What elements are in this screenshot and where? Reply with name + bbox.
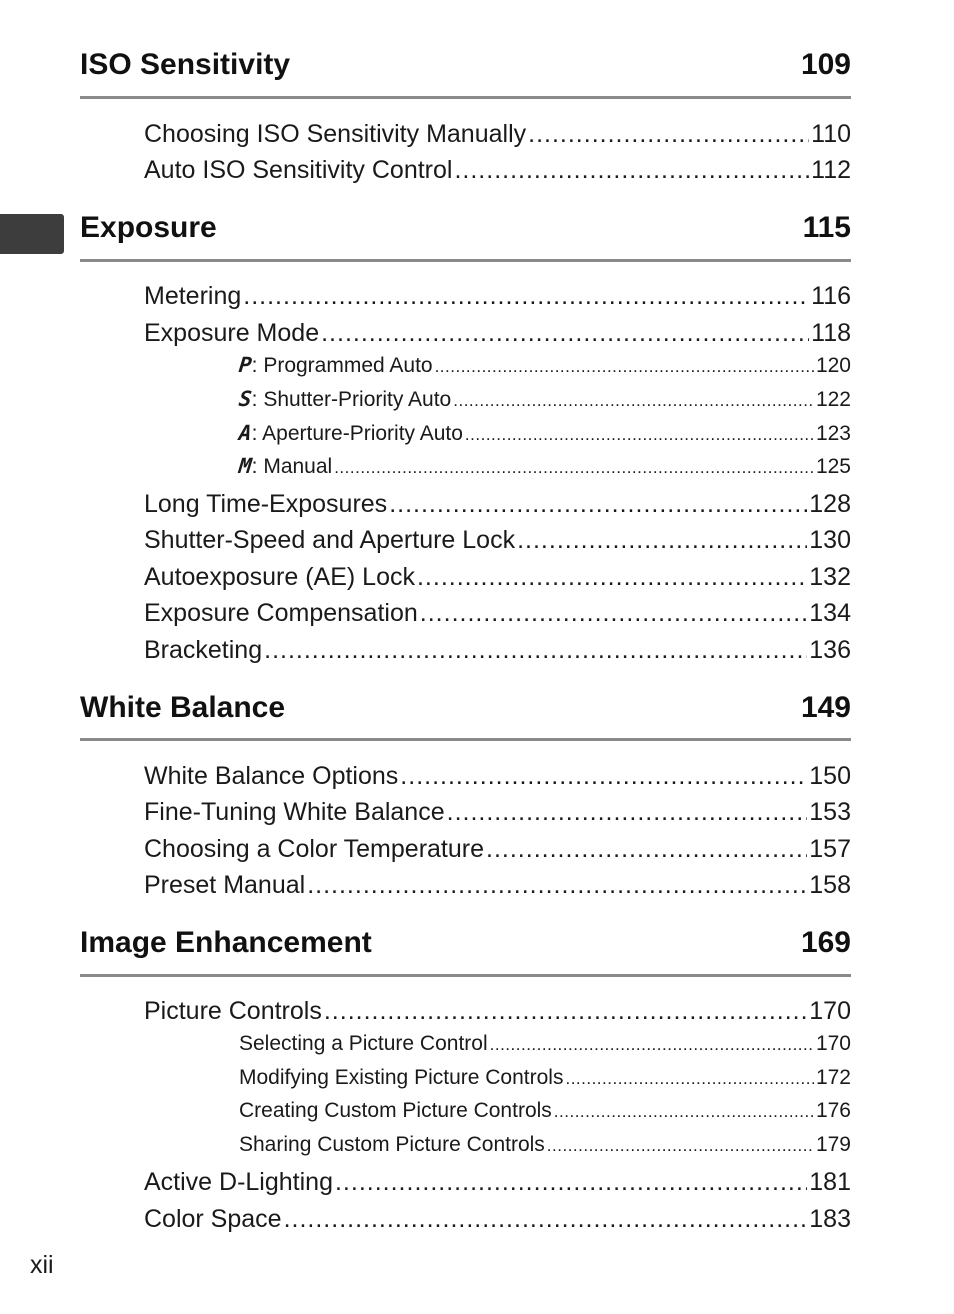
entry-page: 183: [809, 1205, 851, 1233]
dot-leader: [490, 1035, 814, 1055]
toc-entry[interactable]: [144, 120, 851, 149]
entry-page: 120: [815, 354, 851, 377]
entry-page: 112: [811, 156, 851, 184]
toc-subentry-mode-s[interactable]: [239, 387, 851, 412]
toc-entry[interactable]: [144, 835, 851, 864]
entry-title: Fine-Tuning White Balance: [144, 798, 445, 826]
toc-subentry[interactable]: [239, 1099, 851, 1123]
entry-page: 150: [809, 762, 851, 790]
entry-title: M: Manual: [237, 454, 333, 478]
entry-page: 130: [809, 526, 851, 554]
dot-leader: [417, 563, 807, 592]
entry-title: A: Aperture-Priority Auto: [237, 421, 463, 445]
toc-entry[interactable]: [144, 490, 851, 519]
entry-title: Modifying Existing Picture Controls: [239, 1066, 564, 1089]
dot-leader: [547, 1136, 814, 1156]
entry-title: Color Space: [144, 1205, 282, 1233]
toc-entry[interactable]: [144, 762, 851, 791]
entry-title: Preset Manual: [144, 871, 306, 899]
toc-entry[interactable]: [144, 282, 851, 311]
entry-title: Creating Custom Picture Controls: [239, 1099, 552, 1122]
entry-title: Choosing ISO Sensitivity Manually: [144, 120, 527, 148]
toc-entry[interactable]: [144, 599, 851, 628]
dot-leader: [420, 599, 808, 628]
entry-page: 123: [815, 422, 851, 445]
dot-leader: [324, 997, 807, 1026]
section-title: ISO Sensitivity: [80, 48, 291, 81]
dot-leader: [284, 1205, 808, 1234]
dot-leader: [389, 490, 807, 519]
toc-entry[interactable]: [144, 526, 851, 555]
section-heading-image-enhancement[interactable]: [80, 926, 851, 960]
entry-title: White Balance Options: [144, 762, 399, 790]
section-page: 115: [802, 211, 851, 244]
entry-page: 128: [809, 490, 851, 518]
entry-page: 116: [811, 282, 851, 310]
mode-p-icon: P: [237, 353, 253, 377]
entry-page: 125: [815, 455, 851, 478]
toc-entry[interactable]: [144, 319, 851, 348]
entry-title: P: Programmed Auto: [237, 353, 433, 377]
dot-leader: [264, 636, 807, 665]
section-title: White Balance: [80, 691, 286, 724]
entry-page: 170: [809, 997, 851, 1025]
dot-leader: [400, 762, 807, 791]
section-page: 169: [800, 926, 851, 959]
dot-leader: [335, 1168, 807, 1197]
toc-entry[interactable]: [144, 798, 851, 827]
entry-page: 110: [811, 120, 851, 148]
dot-leader: [517, 526, 807, 555]
toc-subentry[interactable]: [239, 1032, 851, 1056]
dot-leader: [486, 835, 807, 864]
entry-title: Active D-Lighting: [144, 1168, 333, 1196]
entry-title: Exposure Mode: [144, 319, 320, 347]
section-divider: [80, 974, 851, 977]
entry-title: Picture Controls: [144, 997, 322, 1025]
entry-page: 132: [809, 563, 851, 591]
entry-title: Shutter-Speed and Aperture Lock: [144, 526, 516, 554]
dot-leader: [307, 871, 807, 900]
entry-title: Choosing a Color Temperature: [144, 835, 485, 863]
entry-page: 153: [809, 798, 851, 826]
section-heading-white-balance[interactable]: [80, 691, 851, 725]
section-title: Image Enhancement: [80, 926, 372, 959]
dot-leader: [565, 1069, 813, 1089]
entry-title: Sharing Custom Picture Controls: [239, 1133, 545, 1156]
dot-leader: [447, 798, 808, 827]
toc-subentry[interactable]: [239, 1066, 851, 1090]
page-number: xii: [30, 1251, 54, 1279]
toc-entry[interactable]: [144, 1205, 851, 1234]
entry-title: Long Time-Exposures: [144, 490, 388, 518]
entry-title: Bracketing: [144, 636, 263, 664]
toc-subentry-mode-a[interactable]: [239, 421, 851, 446]
entry-page: 179: [815, 1133, 851, 1156]
toc-entry[interactable]: [144, 871, 851, 900]
dot-leader: [454, 156, 809, 185]
entry-page: 136: [809, 636, 851, 664]
section-page: 149: [800, 691, 851, 724]
dot-leader: [321, 319, 809, 348]
entry-title: S: Shutter-Priority Auto: [237, 387, 452, 411]
toc-subentry-mode-p[interactable]: [239, 353, 851, 378]
entry-title: Exposure Compensation: [144, 599, 418, 627]
entry-page: 118: [811, 319, 851, 347]
section-divider: [80, 96, 851, 99]
chapter-thumb-tab: [0, 214, 64, 254]
entry-page: 122: [815, 388, 851, 411]
entry-page: 158: [809, 871, 851, 899]
section-divider: [80, 738, 851, 741]
toc-entry[interactable]: [144, 997, 851, 1026]
dot-leader: [554, 1102, 814, 1122]
dot-leader: [243, 282, 809, 311]
section-title: Exposure: [80, 211, 217, 244]
section-heading-iso-sensitivity[interactable]: [80, 48, 851, 82]
entry-title: Selecting a Picture Control: [239, 1032, 488, 1055]
toc-subentry[interactable]: [239, 1133, 851, 1157]
entry-page: 134: [809, 599, 851, 627]
dot-leader: [465, 425, 814, 445]
toc-entry[interactable]: [144, 563, 851, 592]
dot-leader: [453, 391, 814, 411]
entry-title: Metering: [144, 282, 242, 310]
mode-m-icon: M: [237, 454, 253, 478]
dot-leader: [435, 357, 814, 377]
dot-leader: [334, 458, 814, 478]
toc-entry[interactable]: [144, 636, 851, 665]
toc-subentry-mode-m[interactable]: [239, 454, 851, 479]
entry-page: 170: [815, 1032, 851, 1055]
entry-page: 181: [809, 1168, 851, 1196]
dot-leader: [528, 120, 809, 149]
section-heading-exposure[interactable]: [80, 211, 851, 245]
entry-title: Auto ISO Sensitivity Control: [144, 156, 453, 184]
toc-entry[interactable]: [144, 156, 851, 185]
entry-page: 172: [815, 1066, 851, 1089]
entry-page: 176: [815, 1099, 851, 1122]
mode-a-icon: A: [237, 421, 253, 445]
toc-entry[interactable]: [144, 1168, 851, 1197]
entry-title: Autoexposure (AE) Lock: [144, 563, 415, 591]
section-page: 109: [800, 48, 851, 81]
mode-s-icon: S: [237, 387, 253, 411]
section-divider: [80, 259, 851, 262]
entry-page: 157: [809, 835, 851, 863]
